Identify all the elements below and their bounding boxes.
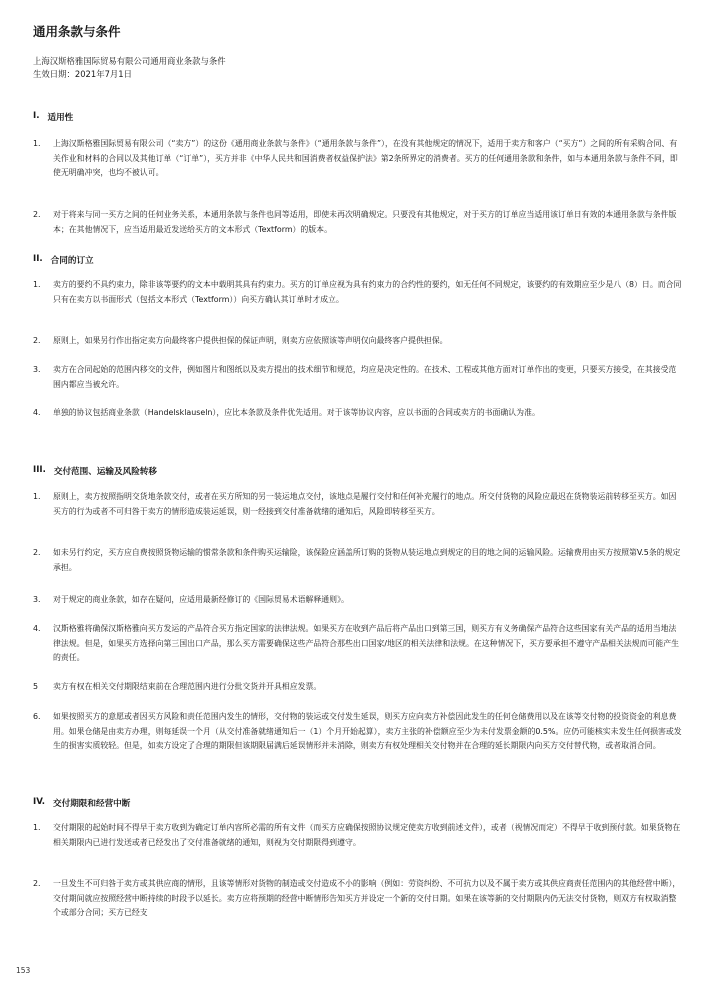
- item-number: 4.: [33, 408, 41, 417]
- list-item: [33, 490, 683, 519]
- section-heading: [33, 465, 157, 477]
- item-text: 卖方的要约不具约束力，除非该等要约的文本中载明其具有约束力。买方的订单应视为具有约束力的合约性的要约，如无任何不同规定，该要约的有效期应至少是八（8）日。而合同只有在卖方以书面形式（包括文本形式（Textform））向买方确认其订单时才成立。: [53, 280, 682, 304]
- item-number: 5: [33, 682, 39, 691]
- section-title: 交付范围、运输及风险转移: [53, 467, 157, 477]
- item-number: 1.: [33, 139, 41, 148]
- section-heading: [33, 254, 94, 266]
- list-item: [33, 334, 683, 349]
- item-text: 交付期限的起始时间不得早于卖方收到为确定订单内容所必需的所有文件（而买方应确保按照协议规定使卖方收到前述文件），或者（视情况而定）不得早于收到预付款。如果货物在相关期限内已进行发送或者已经发出了交付准备就绪的通知，则视为交付期限得到遵守。: [53, 823, 681, 847]
- section-title: 合同的订立: [50, 256, 94, 266]
- item-number: 2.: [33, 210, 41, 219]
- item-number: 3.: [33, 595, 41, 604]
- list-item: [33, 363, 683, 392]
- item-text: 对于将来与同一买方之间的任何业务关系，本通用条款与条件也同等适用，即使未再次明确规定。只要没有其他规定，对于买方的订单应当适用该订单日有效的本通用条款与条件版本；在其他情况下，应当适用最近发送给买方的文本形式（Textform）的版本。: [53, 210, 677, 234]
- item-text: 单独的协议包括商业条款（Handelsklauseln），应比本条款及条件优先适用。对于该等协议内容，应以书面的合同或卖方的书面确认为准。: [53, 408, 540, 417]
- item-number: 6.: [33, 712, 41, 721]
- list-item: [33, 278, 683, 307]
- section-title: 适用性: [47, 113, 74, 123]
- list-item: [33, 546, 683, 575]
- section-heading: [33, 111, 73, 123]
- section-title: 交付期限和经营中断: [53, 799, 131, 809]
- document-title: 通用条款与条件: [33, 24, 121, 39]
- item-text: 如果按照买方的意愿或者因买方风险和责任范围内发生的情形，交付物的装运或交付发生延误，则买方应向卖方补偿因此发生的任何仓储费用以及在该等交付物的投资资金的利息费用。如果仓储是由卖方办理，则每延误一个月（从交付准备就绪通知后一（1）个月开始起算），卖方主张的补偿额应至少为未付发票金额的0.5%。应仍可能核实未发生任何损害或发生的损害实质较轻。但是，如卖方设定了合理的期限但该期限届满后延误情形并未消除，则卖方有权处理相关交付物并在合理的延长期限内向买方交付替代物，或者取消合同。: [53, 712, 682, 750]
- effective-date: 生效日期：2021年7月1日: [33, 69, 132, 79]
- section-heading: [33, 797, 130, 809]
- page-number: 153: [16, 966, 31, 975]
- section-number: III.: [33, 465, 46, 475]
- list-item: [33, 208, 683, 237]
- list-item: [33, 622, 683, 666]
- item-text: 原则上，如果另行作出指定卖方向最终客户提供担保的保证声明，则卖方应依照该等声明仅向最终客户提供担保。: [53, 336, 448, 345]
- item-number: 2.: [33, 548, 41, 557]
- list-item: [33, 710, 683, 754]
- section-number: II.: [33, 254, 43, 264]
- item-number: 2.: [33, 879, 41, 888]
- item-text: 上海汉斯格雅国际贸易有限公司（“卖方”）的这份《通用商业条款与条件》（“通用条款与条件”），在没有其他规定的情况下，适用于卖方和客户（“买方”）之间的所有采购合同、有关作业和材料的合同以及其他订单（“订单”），买方并非《中华人民共和国消费者权益保护法》第2条所界定的消费者。买方的任何通用条款和条件，如与本通用条款与条件不同，即使无明确冲突，也均不被认可。: [53, 139, 678, 177]
- list-item: [33, 877, 683, 921]
- list-item: [33, 137, 683, 181]
- list-item: [33, 821, 683, 850]
- item-text: 对于规定的商业条款，如存在疑问，应适用最新经修订的《国际贸易术语解释通则》。: [53, 595, 349, 604]
- item-number: 2.: [33, 336, 41, 345]
- item-text: 一旦发生不可归咎于卖方或其供应商的情形，且该等情形对货物的制造或交付造成不小的影响（例如：劳资纠纷、不可抗力以及不属于卖方或其供应商责任范围内的其他经营中断），交付期间就应按照经营中断持续的时段予以延长。卖方应将预期的经营中断情形告知买方并设定一个新的交付日期。如果在该等新的交付期限内仍无法交付货物，则双方有权取消整个或部分合同；买方已经支: [53, 879, 681, 917]
- item-text: 汉斯格雅将确保汉斯格雅向买方发运的产品符合买方指定国家的法律法规。如果买方在收到产品后将产品出口到第三国，则买方有义务确保产品符合这些国家有关产品的适用当地法律法规。但是，如果买方选择向第三国出口产品，那么买方需要确保这些产品符合那些出口国家/地区的相关法律和法规。在这种情况下，买方要承担不遵守产品相关法规而可能产生的责任。: [53, 624, 680, 662]
- item-number: 4.: [33, 624, 41, 633]
- item-text: 卖方在合同起始的范围内移交的文件，例如图片和图纸以及卖方提出的技术细节和规范，均应是决定性的。在技术、工程或其他方面对订单作出的变更，只要买方接受，在其接受范围内都应当被允许。: [53, 365, 677, 389]
- section-number: I.: [33, 111, 40, 121]
- item-number: 1.: [33, 280, 41, 289]
- item-number: 1.: [33, 823, 41, 832]
- item-text: 卖方有权在相关交付期限结束前在合理范围内进行分批交货并开具相应发票。: [53, 682, 322, 691]
- item-text: 如未另行约定，买方应自费按照货物运输的惯常条款和条件购买运输险，该保险应涵盖所订购的货物从装运地点到规定的目的地之间的运输风险。运输费用由买方按照第V.5条的规定承担。: [53, 548, 681, 572]
- item-number: 3.: [33, 365, 41, 374]
- item-number: 1.: [33, 492, 41, 501]
- section-number: IV.: [33, 797, 46, 807]
- document-subtitle: 上海汉斯格雅国际贸易有限公司通用商业条款与条件: [33, 56, 226, 66]
- list-item: [33, 406, 683, 421]
- list-item: [33, 593, 683, 608]
- item-text: 原则上，卖方按照指明交货地条款交付，或者在买方所知的另一装运地点交付，该地点是履行交付和任何补充履行的地点。所交付货物的风险应最迟在货物装运前转移至买方。如因买方的行为或者不可归咎于卖方的情形造成装运延误，则一经接到交付准备就绪的通知后，风险即转移至买方。: [53, 492, 677, 516]
- list-item: [33, 680, 683, 695]
